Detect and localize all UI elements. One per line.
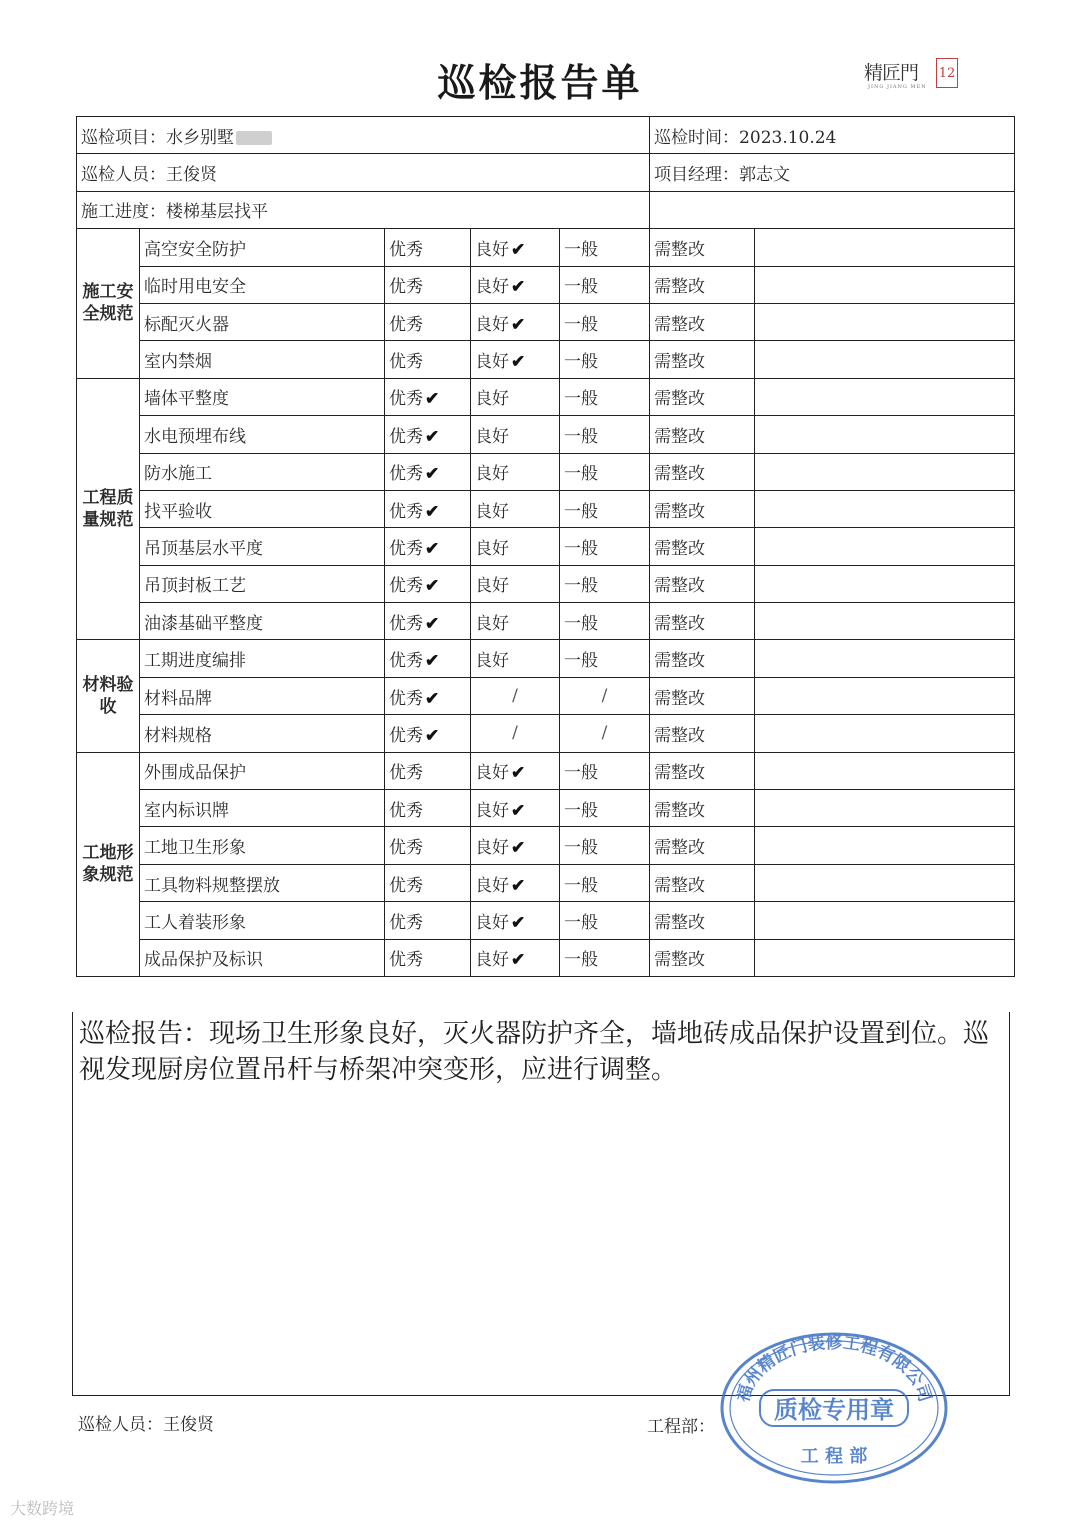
rating-label: 一般 [564, 950, 598, 971]
rating-improve [650, 341, 755, 378]
rating-improve [650, 790, 755, 827]
rating-excellent [385, 603, 471, 640]
rating-label: 一般 [564, 538, 598, 559]
header-row-people [77, 154, 1015, 191]
inspection-report: 巡检报告：现场卫生形象良好，灭火器防护齐全，墙地砖成品保护设置到位。巡视发现厨房位置吊杆与桥架冲突变形，应进行调整。 [72, 1012, 1010, 1396]
rating-normal [560, 603, 650, 640]
section-label: 工地形象规范 [77, 752, 140, 976]
rating-label: 优秀 [389, 501, 423, 522]
rating-good [471, 677, 560, 714]
rating-excellent [385, 229, 471, 266]
item-name: 室内禁烟 [140, 341, 385, 378]
rating-improve [650, 864, 755, 901]
rating-label: 一般 [564, 501, 598, 522]
logo-sub: JING JIANG MEN [868, 84, 927, 90]
rating-normal [560, 677, 650, 714]
check-mark-icon: ✔ [425, 389, 440, 410]
rating-good [471, 939, 560, 976]
notes-cell [755, 603, 1015, 640]
rating-label: 优秀 [389, 239, 423, 260]
rating-normal [560, 902, 650, 939]
rating-good [471, 528, 560, 565]
check-mark-icon: ✔ [425, 725, 440, 746]
check-mark-icon: ✔ [425, 651, 440, 672]
rating-good [471, 378, 560, 415]
rating-label: 优秀 [389, 950, 423, 971]
rating-improve [650, 229, 755, 266]
rating-label: 良好 [475, 651, 509, 672]
na-mark: / [601, 686, 608, 707]
notes-cell [755, 453, 1015, 490]
rating-normal [560, 864, 650, 901]
checklist-row [77, 939, 1015, 976]
rating-normal [560, 341, 650, 378]
checklist-row [77, 603, 1015, 640]
rating-improve [650, 752, 755, 789]
rating-label: 良好 [475, 352, 509, 373]
rating-improve [650, 939, 755, 976]
checklist-row [77, 752, 1015, 789]
item-name: 工具物料规整摆放 [140, 864, 385, 901]
rating-label: 优秀 [389, 838, 423, 859]
section-label: 施工安全规范 [77, 229, 140, 379]
rating-excellent [385, 939, 471, 976]
rating-good [471, 752, 560, 789]
rating-normal [560, 752, 650, 789]
notes-cell [755, 565, 1015, 602]
rating-label: 良好 [475, 501, 509, 522]
item-name: 工期进度编排 [140, 640, 385, 677]
rating-improve [650, 303, 755, 340]
checklist-row [77, 416, 1015, 453]
item-name: 标配灭火器 [140, 303, 385, 340]
rating-label: 需整改 [654, 838, 706, 859]
inspection-table [76, 116, 1015, 977]
rating-normal [560, 528, 650, 565]
notes-cell [755, 827, 1015, 864]
rating-label: 一般 [564, 576, 598, 597]
rating-label: 优秀 [389, 651, 423, 672]
item-name: 工人着装形象 [140, 902, 385, 939]
rating-improve [650, 416, 755, 453]
rating-normal [560, 565, 650, 602]
rating-excellent [385, 640, 471, 677]
rating-excellent [385, 266, 471, 303]
rating-good [471, 603, 560, 640]
rating-good [471, 827, 560, 864]
rating-excellent [385, 902, 471, 939]
project-cell [77, 117, 650, 154]
notes-cell [755, 341, 1015, 378]
checklist-row [77, 490, 1015, 527]
rating-good [471, 864, 560, 901]
checklist-row [77, 229, 1015, 266]
rating-excellent [385, 790, 471, 827]
rating-label: 需整改 [654, 613, 706, 634]
notes-cell [755, 640, 1015, 677]
header-row-progress [77, 191, 1015, 228]
project-label: 巡检项目： [81, 127, 166, 148]
rating-label: 一般 [564, 763, 598, 784]
rating-improve [650, 827, 755, 864]
check-mark-icon: ✔ [511, 800, 526, 821]
rating-label: 需整改 [654, 501, 706, 522]
header-row-project [77, 117, 1015, 154]
rating-label: 良好 [475, 838, 509, 859]
rating-excellent [385, 565, 471, 602]
rating-good [471, 490, 560, 527]
rating-label: 需整改 [654, 352, 706, 373]
rating-label: 良好 [475, 277, 509, 298]
rating-normal [560, 266, 650, 303]
rating-normal [560, 640, 650, 677]
rating-label: 良好 [475, 389, 509, 410]
na-mark: / [512, 686, 518, 707]
item-name: 水电预埋布线 [140, 416, 385, 453]
rating-good [471, 266, 560, 303]
item-name: 吊顶基层水平度 [140, 528, 385, 565]
item-name: 工地卫生形象 [140, 827, 385, 864]
checklist-row [77, 640, 1015, 677]
stamp-bottom-text: 工 程 部 [800, 1446, 868, 1467]
rating-label: 一般 [564, 239, 598, 260]
check-mark-icon: ✔ [511, 950, 526, 971]
notes-cell [755, 378, 1015, 415]
check-mark-icon: ✔ [511, 239, 526, 260]
na-mark: / [512, 723, 518, 744]
checklist-row [77, 378, 1015, 415]
rating-label: 良好 [475, 314, 509, 335]
item-name: 材料品牌 [140, 677, 385, 714]
rating-improve [650, 715, 755, 752]
rating-label: 一般 [564, 389, 598, 410]
rating-normal [560, 939, 650, 976]
rating-label: 需整改 [654, 314, 706, 335]
check-mark-icon: ✔ [425, 426, 440, 447]
rating-label: 一般 [564, 426, 598, 447]
rating-excellent [385, 303, 471, 340]
rating-label: 良好 [475, 912, 509, 933]
rating-normal [560, 715, 650, 752]
section-label: 工程质量规范 [77, 378, 140, 640]
rating-label: 良好 [475, 426, 509, 447]
rating-label: 优秀 [389, 426, 423, 447]
rating-good [471, 453, 560, 490]
rating-label: 需整改 [654, 576, 706, 597]
rating-label: 需整改 [654, 763, 706, 784]
notes-cell [755, 528, 1015, 565]
rating-label: 需整改 [654, 950, 706, 971]
check-mark-icon: ✔ [425, 464, 440, 485]
stamp-ring-path: 福州精匠门装修工程有限公司 [733, 1333, 935, 1405]
check-mark-icon: ✔ [511, 277, 526, 298]
stamp-center-text: 质检专用章 [774, 1396, 894, 1424]
checklist-row [77, 303, 1015, 340]
item-name: 室内标识牌 [140, 790, 385, 827]
rating-improve [650, 528, 755, 565]
rating-normal [560, 790, 650, 827]
rating-good [471, 416, 560, 453]
notes-cell [755, 864, 1015, 901]
inspection-time: 巡检时间：2023.10.24 [650, 117, 1015, 154]
rating-label: 需整改 [654, 912, 706, 933]
notes-cell [755, 416, 1015, 453]
rating-excellent [385, 490, 471, 527]
progress-cell: 施工进度：楼梯基层找平 [77, 191, 650, 228]
page-title: 巡检报告单 [437, 60, 643, 105]
notes-cell [755, 790, 1015, 827]
rating-improve [650, 640, 755, 677]
check-mark-icon: ✔ [425, 613, 440, 634]
item-name: 找平验收 [140, 490, 385, 527]
rating-excellent [385, 416, 471, 453]
rating-label: 需整改 [654, 426, 706, 447]
rating-label: 需整改 [654, 688, 706, 709]
check-mark-icon: ✔ [511, 838, 526, 859]
rating-label: 需整改 [654, 464, 706, 485]
check-mark-icon: ✔ [511, 314, 526, 335]
rating-improve [650, 490, 755, 527]
rating-normal [560, 416, 650, 453]
rating-label: 一般 [564, 314, 598, 335]
rating-label: 优秀 [389, 352, 423, 373]
notes-cell [755, 939, 1015, 976]
rating-improve [650, 453, 755, 490]
rating-label: 优秀 [389, 464, 423, 485]
notes-cell [755, 303, 1015, 340]
checklist-row [77, 266, 1015, 303]
rating-label: 需整改 [654, 651, 706, 672]
rating-excellent [385, 752, 471, 789]
item-name: 外围成品保护 [140, 752, 385, 789]
rating-improve [650, 565, 755, 602]
rating-label: 一般 [564, 613, 598, 634]
notes-cell [755, 902, 1015, 939]
rating-improve [650, 378, 755, 415]
check-mark-icon: ✔ [511, 912, 526, 933]
footer-dept: 工程部： [647, 1417, 715, 1437]
check-mark-icon: ✔ [425, 538, 440, 559]
rating-label: 一般 [564, 651, 598, 672]
notes-cell [755, 490, 1015, 527]
rating-normal [560, 378, 650, 415]
checklist-row [77, 528, 1015, 565]
logo-box: 12 [936, 58, 958, 88]
rating-good [471, 640, 560, 677]
rating-label: 优秀 [389, 314, 423, 335]
company-logo [864, 58, 960, 92]
rating-good [471, 790, 560, 827]
empty-cell [650, 191, 1015, 228]
rating-label: 良好 [475, 464, 509, 485]
rating-label: 良好 [475, 875, 509, 896]
rating-label: 优秀 [389, 725, 423, 746]
rating-good [471, 902, 560, 939]
rating-label: 优秀 [389, 800, 423, 821]
rating-good [471, 229, 560, 266]
rating-label: 优秀 [389, 875, 423, 896]
rating-label: 需整改 [654, 389, 706, 410]
checklist-row [77, 715, 1015, 752]
checklist-row [77, 565, 1015, 602]
rating-label: 需整改 [654, 239, 706, 260]
rating-label: 良好 [475, 800, 509, 821]
inspection-form [76, 116, 1014, 1012]
rating-label: 优秀 [389, 277, 423, 298]
rating-good [471, 715, 560, 752]
project-value: 水乡别墅 [166, 127, 234, 148]
section-label: 材料验收 [77, 640, 140, 752]
checklist-row [77, 453, 1015, 490]
rating-label: 良好 [475, 576, 509, 597]
checklist-row [77, 677, 1015, 714]
rating-label: 一般 [564, 464, 598, 485]
rating-excellent [385, 677, 471, 714]
notes-cell [755, 677, 1015, 714]
rating-improve [650, 677, 755, 714]
rating-label: 需整改 [654, 875, 706, 896]
rating-label: 一般 [564, 800, 598, 821]
quality-stamp [718, 1330, 950, 1486]
rating-label: 良好 [475, 239, 509, 260]
check-mark-icon: ✔ [425, 688, 440, 709]
notes-cell [755, 266, 1015, 303]
notes-cell [755, 752, 1015, 789]
rating-label: 良好 [475, 950, 509, 971]
rating-label: 一般 [564, 277, 598, 298]
logo-brand: 精匠門 [864, 62, 919, 84]
check-mark-icon: ✔ [425, 576, 440, 597]
item-name: 防水施工 [140, 453, 385, 490]
checklist-row [77, 902, 1015, 939]
rating-label: 优秀 [389, 912, 423, 933]
checklist-row [77, 864, 1015, 901]
rating-good [471, 341, 560, 378]
rating-excellent [385, 864, 471, 901]
na-mark: / [601, 723, 608, 744]
inspector-cell: 巡检人员：王俊贤 [77, 154, 650, 191]
checklist-row [77, 341, 1015, 378]
rating-improve [650, 266, 755, 303]
rating-excellent [385, 453, 471, 490]
rating-good [471, 565, 560, 602]
rating-label: 需整改 [654, 277, 706, 298]
rating-excellent [385, 715, 471, 752]
check-mark-icon: ✔ [425, 501, 440, 522]
rating-label: 良好 [475, 763, 509, 784]
item-name: 墙体平整度 [140, 378, 385, 415]
checklist-row [77, 827, 1015, 864]
rating-label: 优秀 [389, 576, 423, 597]
rating-label: 优秀 [389, 538, 423, 559]
rating-normal [560, 827, 650, 864]
item-name: 油漆基础平整度 [140, 603, 385, 640]
watermark: 大数跨境 [10, 1499, 75, 1518]
rating-label: 一般 [564, 875, 598, 896]
rating-good [471, 303, 560, 340]
rating-label: 优秀 [389, 389, 423, 410]
rating-normal [560, 453, 650, 490]
item-name: 吊顶封板工艺 [140, 565, 385, 602]
rating-excellent [385, 378, 471, 415]
check-mark-icon: ✔ [511, 875, 526, 896]
item-name: 高空安全防护 [140, 229, 385, 266]
check-mark-icon: ✔ [511, 763, 526, 784]
rating-normal [560, 229, 650, 266]
redacted-mark [236, 131, 272, 145]
rating-excellent [385, 341, 471, 378]
rating-label: 优秀 [389, 688, 423, 709]
item-name: 成品保护及标识 [140, 939, 385, 976]
rating-label: 一般 [564, 352, 598, 373]
rating-label: 一般 [564, 838, 598, 859]
manager-cell: 项目经理：郭志文 [650, 154, 1015, 191]
rating-normal [560, 490, 650, 527]
rating-label: 优秀 [389, 763, 423, 784]
rating-label: 一般 [564, 912, 598, 933]
rating-label: 需整改 [654, 800, 706, 821]
rating-label: 需整改 [654, 538, 706, 559]
check-mark-icon: ✔ [511, 352, 526, 373]
rating-label: 优秀 [389, 613, 423, 634]
item-name: 临时用电安全 [140, 266, 385, 303]
rating-excellent [385, 528, 471, 565]
item-name: 材料规格 [140, 715, 385, 752]
rating-label: 需整改 [654, 725, 706, 746]
notes-cell [755, 229, 1015, 266]
rating-improve [650, 603, 755, 640]
rating-normal [560, 303, 650, 340]
notes-cell [755, 715, 1015, 752]
footer-inspector: 巡检人员：王俊贤 [78, 1415, 214, 1435]
rating-label: 良好 [475, 538, 509, 559]
rating-improve [650, 902, 755, 939]
rating-label: 良好 [475, 613, 509, 634]
rating-excellent [385, 827, 471, 864]
checklist-row [77, 790, 1015, 827]
